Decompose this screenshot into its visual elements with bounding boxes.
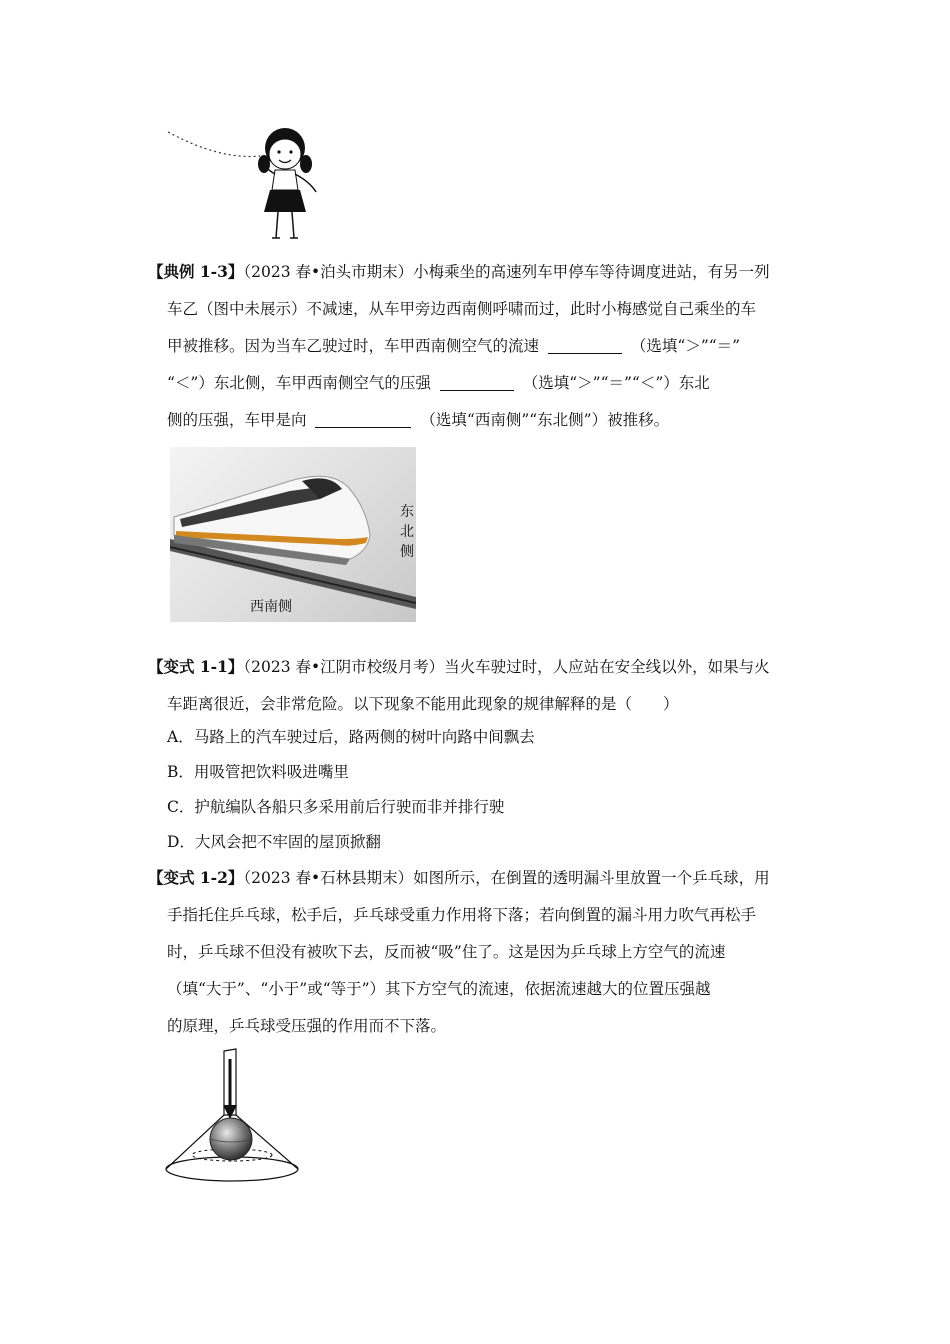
question-tag: 【典例 1-3】: [148, 262, 244, 281]
variant-1-2: [148, 859, 808, 1045]
question-line: 侧的压强，车甲是向: [167, 411, 307, 429]
label-southwest: 西南侧: [250, 599, 292, 615]
question-line: （2023 春•石林县期末）如图所示，在倒置的透明漏斗里放置一个乒乓球，用: [243, 869, 770, 887]
question-line: 时，乒乓球不但没有被吹下去，反而被“吸”住了。这是因为乒乓球上方空气的流速: [167, 943, 726, 961]
question-line: 甲被推移。因为当车乙驶过时，车甲西南侧空气的流速: [167, 337, 540, 355]
question-line: （填“大于”、“小于”或“等于”）其下方空气的流速，依据流速越大的位置压强越: [167, 980, 711, 998]
question-line: （2023 春•泊头市期末）小梅乘坐的高速列车甲停车等待调度进站，有另一列: [243, 263, 770, 281]
funnel-figure: [160, 1045, 305, 1190]
label-northeast: 东北侧: [400, 504, 414, 560]
answer-blank[interactable]: [548, 335, 622, 354]
girl-figure: [160, 120, 330, 245]
variant-1-1: [148, 648, 808, 723]
option-c[interactable]: C．护航编队各船只多采用前后行驶而非并排行驶: [167, 798, 505, 816]
question-line: （选填“＞”“＝”“＜”）东北: [522, 374, 710, 392]
option-d[interactable]: D．大风会把不牢固的屋顶掀翻: [167, 833, 381, 851]
answer-blank[interactable]: [315, 409, 411, 428]
question-line: （选填“西南侧”“东北侧”）被推移。: [420, 411, 670, 429]
question-line: 车乙（图中未展示）不减速，从车甲旁边西南侧呼啸而过，此时小梅感觉自己乘坐的车: [167, 300, 757, 318]
question-tag: 【变式 1-2】: [148, 868, 244, 887]
question-line: “＜”）东北侧，车甲西南侧空气的压强: [167, 374, 431, 392]
funnel-ball-icon: [160, 1045, 305, 1190]
example-1-3: [148, 253, 808, 439]
train-figure: [170, 447, 416, 622]
girl-with-string-icon: [160, 120, 330, 245]
question-line: （选填“＞”“＝”: [630, 337, 741, 355]
question-line: 的原理，乒乓球受压强的作用而不下落。: [167, 1017, 447, 1035]
question-line: 车距离很近，会非常危险。以下现象不能用此现象的规律解释的是（ ）: [167, 695, 679, 713]
question-line: 手指托住乒乓球，松手后，乒乓球受重力作用将下落；若向倒置的漏斗用力吹气再松手: [167, 906, 757, 924]
high-speed-train-icon: [170, 447, 416, 622]
answer-blank[interactable]: [440, 372, 514, 391]
option-b[interactable]: B．用吸管把饮料吸进嘴里: [167, 763, 349, 781]
question-line: （2023 春•江阴市校级月考）当火车驶过时，人应站在安全线以外，如果与火: [243, 658, 770, 676]
question-tag: 【变式 1-1】: [148, 657, 244, 676]
option-a[interactable]: A．马路上的汽车驶过后，路两侧的树叶向路中间飘去: [167, 728, 535, 746]
